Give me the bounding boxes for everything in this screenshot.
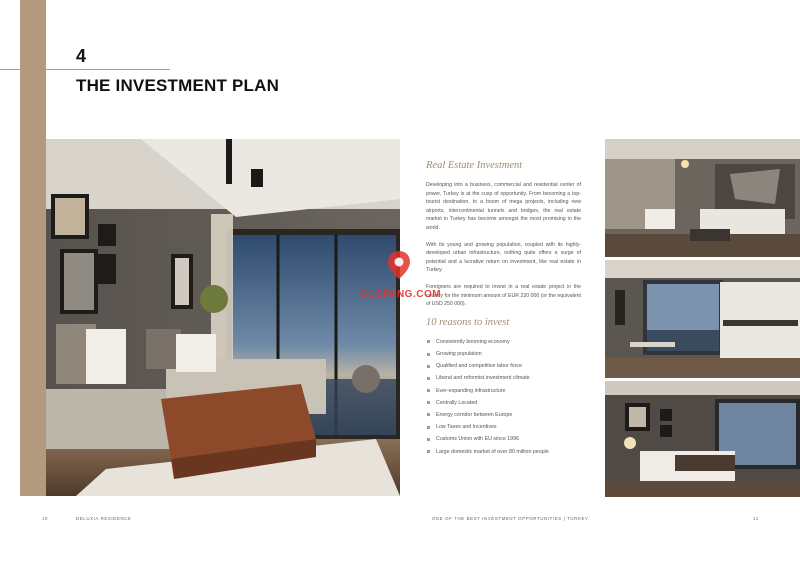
real-estate-paragraph-2: With its young and growing population, coupled with its highly-developed urban infrastructure, nothing quite offers a surge of potential and a lucrative return on investment, like real estate in Turkey. [426,241,581,274]
bullet-icon [427,353,430,356]
reason-item: Energy corridor between Europe [426,409,581,421]
bullet-icon [427,365,430,368]
side-accent-band [20,0,46,496]
real-estate-paragraph-1: Developing into a business, commercial and residential center of power, Turkey is at the cusp of opportunity. From becoming a top-tourist destination, to a boom of mega projects, including new airports, intercontinental tunnels and bridges, the real estate market in Turkey has become amongst the most promising in the world. [426,182,581,231]
bullet-icon [427,377,430,380]
chapter-number: 4 [76,46,87,66]
reason-item: Customs Union with EU since 1996 [426,433,581,445]
reason-item: Liberal and reformist investment climate [426,372,581,384]
real-estate-paragraph-3: Foreigners are required to invest in a real estate project in the country for the minimum amount of EUR 220 000 (or the equivalent of USD 250 000). [426,283,581,308]
watermark-text: GLOFANG.COM [360,289,442,300]
investment-text-column [426,160,581,458]
page-number-left: 10 [42,516,49,521]
map-pin-icon [388,251,410,279]
reason-item: Low Taxes and Incentives [426,421,581,433]
lounge-photo [605,139,800,257]
bullet-icon [427,450,430,453]
reason-item: Ever-expanding infrastructure [426,384,581,396]
page-title: THE INVESTMENT PLAN [76,76,280,95]
bullet-icon [427,413,430,416]
bullet-icon [427,401,430,404]
reasons-heading: 10 reasons to invest [426,316,510,328]
bullet-icon [427,389,430,392]
bedroom-photo [605,381,800,497]
footer-tagline: ONE OF THE BEST INVESTMENT OPPORTUNITIES | TURKEY [432,516,589,521]
reason-item: Large domestic market of over 80 million people [426,445,581,457]
bullet-icon [427,438,430,441]
reason-item: Centrally Located [426,397,581,409]
watermark [356,251,446,311]
reasons-list [426,336,581,458]
bullet-icon [427,426,430,429]
living-room-photo [46,139,400,496]
real-estate-heading: Real Estate Investment [426,160,523,171]
footer-brand: DELUXIA RESIDENCE [76,516,132,521]
reason-item: Consistently booming economy [426,336,581,348]
reason-item: Growing population [426,348,581,360]
header-rule [0,69,170,70]
kitchen-dining-photo [605,260,800,378]
reason-item: Qualified and competitive labor force [426,360,581,372]
page-number-right: 11 [753,516,759,521]
bullet-icon [427,340,430,343]
